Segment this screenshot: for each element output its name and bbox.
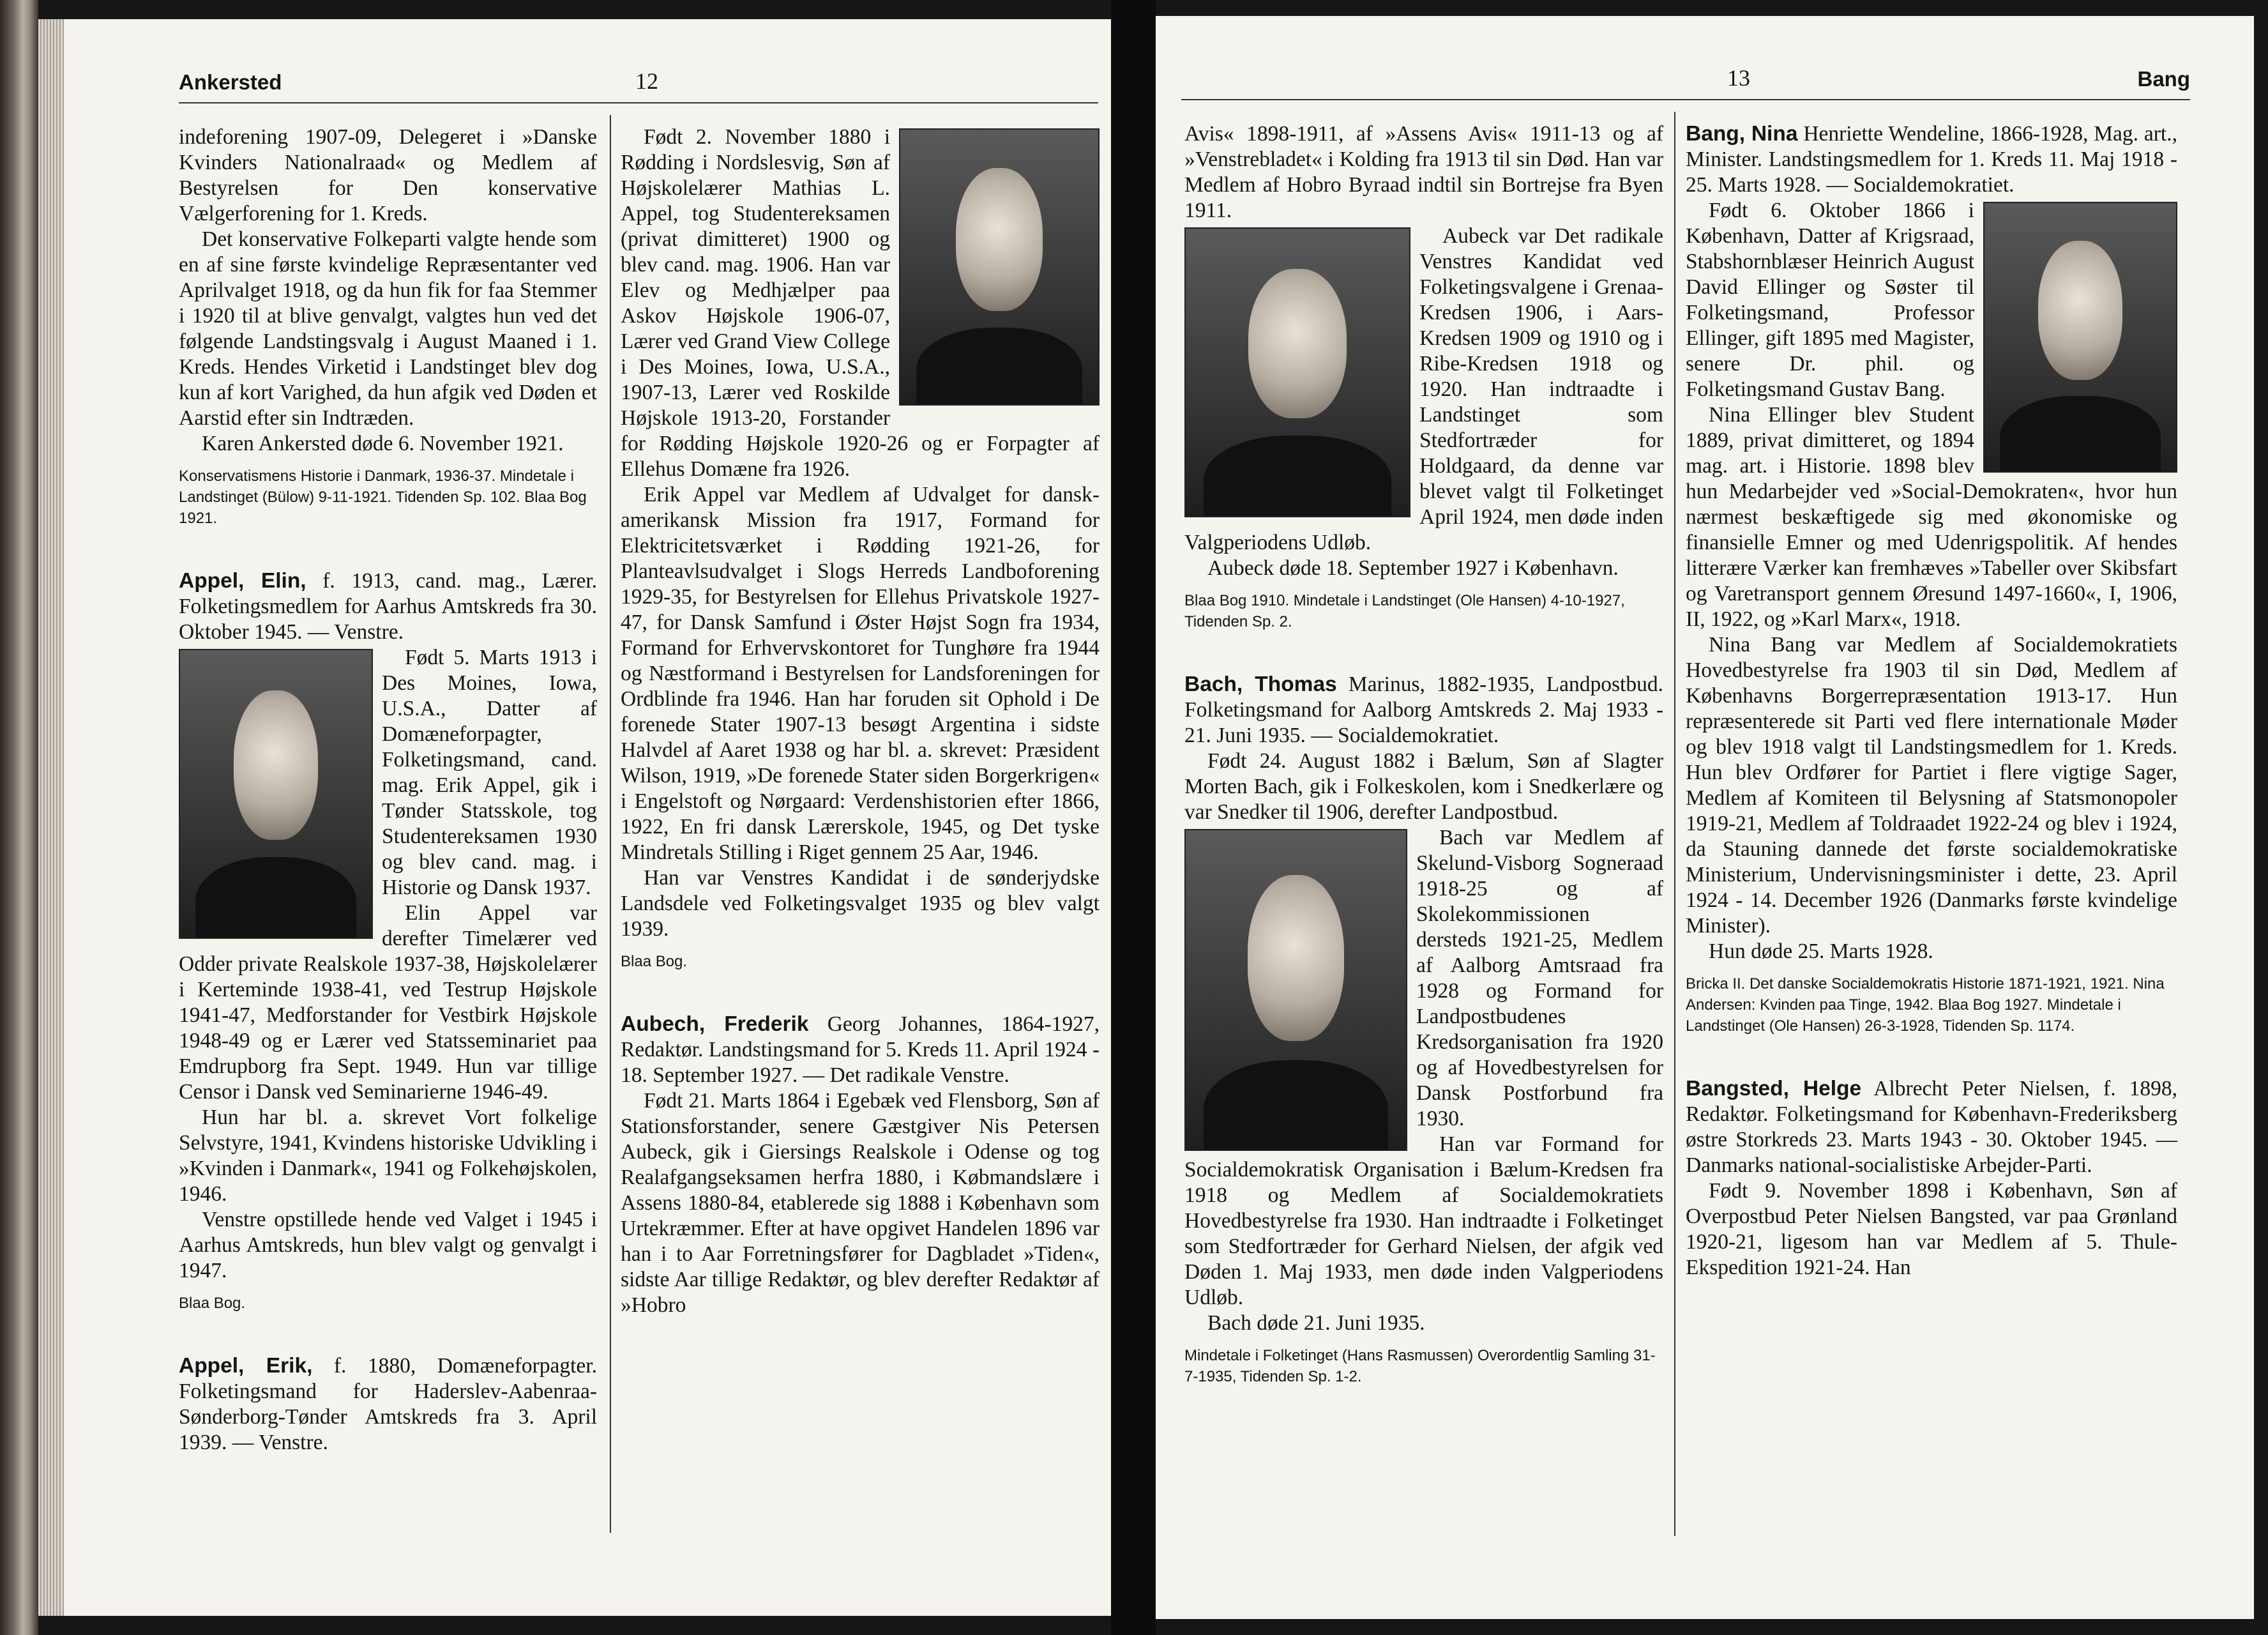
page-edges — [38, 19, 64, 1616]
entry-intro: Georg Johannes, 1864-1927, Redaktør. Landstingsmand for 5. Kreds 11. April 1924 - 18. September 1927. — Det radikale Venstre. — [621, 1012, 1100, 1087]
paragraph: Aubeck døde 18. September 1927 i København. — [1207, 556, 1619, 580]
source-note: Mindetale i Folketinget (Hans Rasmussen) Overordentlig Samling 31-7-1935, Tidenden Sp. 1-2. — [1184, 1347, 1656, 1385]
paragraph: Nina Bang var Medlem af Socialdemokratiets Hovedbestyrelse fra 1903 til sin Død, Medlem af Københavns Borgerrepræsentation 1913-17. Hun repræsenterede sit Parti ved flere internationale Møder og blev 1918 valgt til Landstingsmedlem for 1. Kreds. Hun blev Ordfører for Partiet i flere vigtige Sager, Medlem af Komiteen til Belysning af Statsmonopoler 1919-21, Medlem af Toldraadet 1922-24 og blev i 1924, da Stauning dannede det første socialdemokratiske Ministerium, Undervisningsminister i dette, 23. April 1924 - 14. December 1926 (Danmarks første kvindelige Minister). — [1686, 633, 2177, 938]
paragraph: Han var Formand for Socialdemokratisk Organisation i Bælum-Kredsen fra 1918 og Medlem af Socialdemokratiets Hovedbestyrelse fra 1930. Han indtraadte i Folketinget som Stedfortræder for Gerhard Nielsen, der afgik ved Døden 1. Maj 1933, men døde inden Valgperiodens Udløb. — [1184, 1132, 1663, 1309]
paragraph: Født 2. November 1880 i Rødding i Nordslesvig, Søn af Højskolelærer Mathias L. Appel, tog Studentereksamen (privat dimitteret) 1900 og blev cand. mag. 1906. Han var Elev og Medhjælper paa Askov Højskole 1906-07, Lærer ved Grand View College i Des Moines, Iowa, U.S.A., 1907-13, Lærer ved Roskilde Højskole 1913-20, Forstander for Rødding Højskole 1920-26 og er Forpagter af Ellehus Domæne fra 1926. — [621, 125, 1100, 481]
paragraph: Avis« 1898-1911, af »Assens Avis« 1911-13 og af »Venstrebladet« i Kolding fra 1913 til sin Død. Han var Medlem af Hobro Byraad indtil sin Bortrejse fra Byen 1911. — [1184, 122, 1663, 222]
entry-heading: Bangsted, Helge — [1686, 1077, 1862, 1100]
paragraph: Født 24. August 1882 i Bælum, Søn af Slagter Morten Bach, gik i Folkeskolen, kom i Snedkerlære og var Snedker til 1906, derefter Landpostbud. — [1184, 749, 1663, 824]
right-page — [1156, 16, 2254, 1619]
paragraph: Erik Appel var Medlem af Udvalget for dansk-amerikansk Mission fra 1917, Formand for Elektricitetsværket i Rødding 1921-26, for Planteavlsudvalget i Slogs Herreds Landboforening 1929-35, for Bestyrelsen for Ellehus Privatskole 1927-47, for Dansk Samfund i Øster Højst Sogn fra 1934, Formand for Erhvervskontoret for Tunghøre fra 1944 og Næstformand i Bestyrelsen for Landsforeningen for Ordblinde fra 1946. Han har foruden sit Ophold i De forenede Stater 1907-13 besøgt Argentina i sidste Halvdel af Aaret 1938 og har bl. a. skrevet: Præsident Wilson, 1919, »De forenede Stater siden Borgerkrigen« i Engelstoft og Nørgaard: Verdenshistorien efter 1866, 1922, En fri dansk Lærerskole, 1945, og Det tyske Mindretals Stilling i Riget gennem 25 Aar, 1946. — [621, 483, 1100, 864]
header-name-left: Ankersted — [179, 70, 282, 94]
left-column-2 — [621, 125, 1100, 1318]
entry-intro: Albrecht Peter Nielsen, f. 1898, Redaktør. Folketingsmand for København-Frederiksberg østre Storkreds 23. Marts 1943 - 30. Oktober 1945. — Danmarks national-socialistiske Arbejder-Parti. — [1686, 1077, 2177, 1177]
right-column-2 — [1686, 121, 2177, 1281]
entry-bangsted-helge — [1686, 1076, 2177, 1281]
source-note: Blaa Bog. — [179, 1295, 246, 1312]
source-note: Blaa Bog. — [621, 953, 688, 970]
paragraph: Født 21. Marts 1864 i Egebæk ved Flensborg, Søn af Stationsforstander, senere Gæstgiver Nis Petersen Aubeck, gik i Giersings Realskole i Odense og tog Realafgangseksamen herfra 1880, i Købmandslære i Assens 1880-84, etablerede sig 1888 i København som Urtekræmmer. Efter at have opgivet Handelen 1896 var han i to Aar Forretningsfører for Dagbladet »Tiden«, sidste Aar tillige Redaktør, og blev derefter Redaktør af »Hobro — [621, 1089, 1100, 1317]
portrait-photo — [1184, 227, 1410, 517]
paragraph: Bach var Medlem af Skelund-Visborg Sogneraad 1918-25 og af Skolekommissionen dersteds 1921-25, Medlem af Aalborg Amtsraad fra 1928 og Formand for Landpostbudenes Kredsorganisation fra 1920 og af Hovedbestyrelsen for Dansk Postforbund fra 1930. — [1416, 826, 1663, 1130]
paragraph: Født 5. Marts 1913 i Des Moines, Iowa, U.S.A., Datter af Domæneforpagter, Folketingsmand, cand. mag. Erik Appel, gik i Tønder Statsskole, tog Studentereksamen 1930 og blev cand. mag. i Historie og Dansk 1937. — [382, 646, 597, 899]
running-header-left — [179, 64, 1098, 103]
paragraph: Elin Appel var derefter Timelærer ved Odder private Realskole 1937-38, Højskolelærer i Kerteminde 1938-41, ved Testrup Højskole 1941-47, Medforstander for Vestbirk Højskole 1948-49 og er Lærer ved Statsseminariet paa Emdrupborg fra Sept. 1949. Hun var tillige Censor i Dansk ved Seminarierne 1946-49. — [179, 901, 597, 1104]
paragraph: Venstre opstillede hende ved Valget i 1945 i Aarhus Amtskreds, hun blev valgt og genvalgt i 1947. — [179, 1208, 597, 1282]
source-note: Blaa Bog 1910. Mindetale i Landstinget (Ole Hansen) 4-10-1927, Tidenden Sp. 2. — [1184, 592, 1625, 630]
entry-heading: Aubech, Frederik — [621, 1012, 809, 1036]
paragraph: Han var Venstres Kandidat i de sønderjydske Landsdele ved Folketingsvalget 1935 og blev valgt 1939. — [621, 866, 1100, 941]
portrait-photo — [1983, 202, 2177, 473]
paragraph: Født 9. November 1898 i København, Søn af Overpostbud Peter Nielsen Bangsted, var paa Grønland 1920-21, ligesom han var Medlem af 5. Thule-Ekspedition 1921-24. Han — [1686, 1179, 2177, 1279]
paragraph: Hun døde 25. Marts 1928. — [1709, 939, 1933, 963]
source-note: Bricka II. Det danske Socialdemokratis Historie 1871-1921, 1921. Nina Andersen: Kvinden paa Tinge, 1942. Blaa Bog 1927. Mindetale i Landstinget (Ole Hansen) 26-3-1928, Tidenden Sp. 1174. — [1686, 975, 2165, 1035]
portrait-photo — [179, 649, 373, 939]
paragraph: Nina Ellinger blev Student 1889, privat dimitteret, og 1894 mag. art. i Historie. 1898 blev hun Medarbejder ved »Social-Demokraten«, hvor hun nærmest beskæftigede sig med økonomiske og finansielle Emner og med Udenrigspolitik. Af hendes litterære Værker kan fremhæves »Tabeller over Skibsfart og Varetransport gennem Øresund 1497-1660«, I, 1906, II, 1922, og »Karl Marx«, 1918. — [1686, 403, 2177, 631]
paragraph: Bach døde 21. Juni 1935. — [1207, 1311, 1425, 1335]
entry-heading: Bach, Thomas — [1184, 673, 1337, 696]
paragraph: Karen Ankersted døde 6. November 1921. — [202, 432, 564, 455]
entry-intro: f. 1913, cand. mag., Lærer. Folketingsmedlem for Aarhus Amtskreds fra 30. Oktober 1945. — Venstre. — [179, 569, 598, 644]
entry-appel-elin — [179, 568, 597, 1314]
entry-intro: f. 1880, Domæneforpagter. Folketingsmand for Haderslev-Aabenraa-Sønderborg-Tønder Amtskreds fra 3. April 1939. — Venstre. — [179, 1354, 597, 1454]
column-rule — [610, 115, 611, 1533]
source-note: Konservatismens Historie i Danmark, 1936-37. Mindetale i Landstinget (Bülow) 9-11-1921. Tidenden Sp. 102. Blaa Bog 1921. — [179, 468, 587, 527]
entry-heading: Appel, Erik, — [179, 1354, 313, 1378]
entry-intro: Marinus, 1882-1935, Landpostbud. Folketingsmand for Aalborg Amtskreds 2. Maj 1933 - 21. Juni 1935. — Socialdemokratiet. — [1184, 673, 1663, 747]
header-name-right: Bang — [2137, 67, 2190, 91]
entry-bach-thomas — [1184, 672, 1663, 1387]
portrait-photo — [1184, 829, 1407, 1151]
page-number-right: 13 — [1727, 65, 1750, 91]
entry-appel-erik — [179, 1353, 597, 1456]
entry-heading: Appel, Elin, — [179, 569, 306, 593]
entry-bang-nina — [1686, 121, 2177, 1037]
paragraph: Det konservative Folkeparti valgte hende som en af sine første kvindelige Repræsentanter ved Aprilvalget 1918, og da hun fik for faa Stemmer i 1920 til at blive genvalgt, valgtes hun ved det følgende Landstingsvalg i August Maaned i 1. Kreds. Hendes Virketid i Landstinget blev dog kun af kort Varighed, da hun afgik ved Døden et Aarstid efter sin Indtræden. — [179, 227, 597, 430]
running-header-right — [1181, 61, 2190, 100]
page-number-left: 12 — [635, 68, 658, 94]
paragraph: Hun har bl. a. skrevet Vort folkelige Selvstyre, 1941, Kvindens historiske Udvikling i »Kvinden i Danmark«, 1941 og Folkehøjskolen, 1946. — [179, 1106, 597, 1206]
entry-heading: Bang, Nina — [1686, 122, 1798, 146]
book-gutter — [1111, 0, 1156, 1635]
right-column-1 — [1184, 121, 1663, 1387]
left-column-1 — [179, 125, 597, 1456]
left-page — [64, 19, 1111, 1616]
column-rule — [1674, 112, 1675, 1536]
entry-aubech-frederik — [621, 1012, 1100, 1318]
paragraph: Aubeck var Det radikale Venstres Kandidat ved Folketingsvalgene i Grenaa-Kredsen 1906, i Aars-Kredsen 1909 og 1910 og i Ribe-Kredsen 1918 og 1920. Han indtraadte i Landstinget som Stedfortræder for Holdgaard, da denne var blevet valgt til Folketinget April 1924, men døde inden Valgperiodens Udløb. — [1184, 224, 1663, 554]
paragraph: Født 6. Oktober 1866 i København, Datter af Krigsraad, Stabshornblæser Heinrich August David Ellinger og Søster til Folketingsmand, Professor Ellinger, gift 1895 med Magister, senere Dr. phil. og Folketingsmand Gustav Bang. — [1686, 199, 1974, 401]
book-spine — [0, 0, 38, 1635]
portrait-photo — [899, 128, 1100, 406]
entry-intro: Henriette Wendeline, 1866-1928, Mag. art., Minister. Landstingsmedlem for 1. Kreds 11. Maj 1918 - 25. Marts 1928. — Socialdemokratiet. — [1686, 122, 2177, 197]
paragraph: indeforening 1907-09, Delegeret i »Danske Kvinders Nationalraad« og Medlem af Bestyrelsen for Den konservative Vælgerforening for 1. Kreds. — [179, 125, 597, 225]
